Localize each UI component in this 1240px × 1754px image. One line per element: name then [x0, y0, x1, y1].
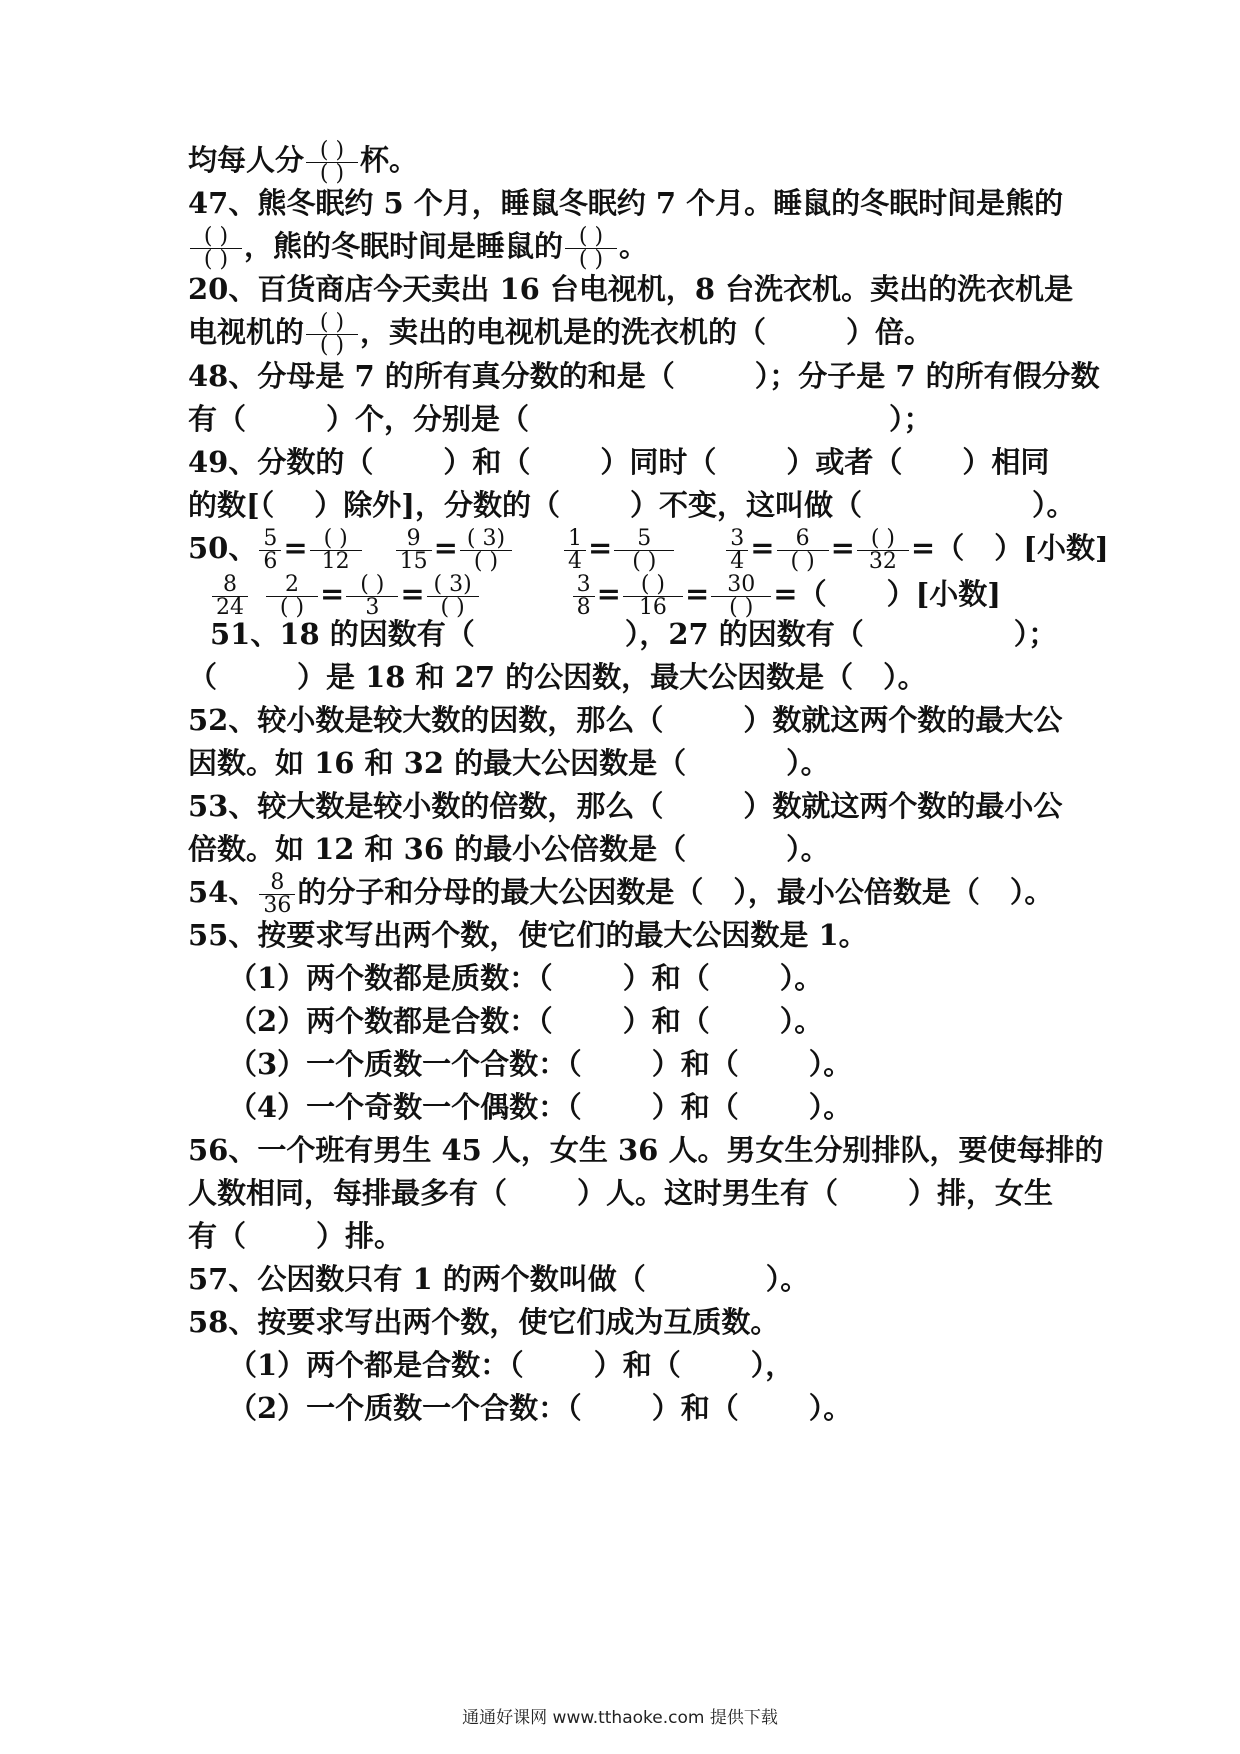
fraction-3-8: $\frac{3}{8}$ — [573, 574, 595, 619]
question-55-sub3: （3）一个质数一个合数：（ ）和（ ）。 — [228, 1047, 853, 1081]
fraction-8-36: $\frac{8}{36}$ — [259, 872, 295, 917]
question-50-line1: 50、 $\frac{5}{6}$ = $\frac{( )}{12}$ $\frac{9}{15}$ = $\frac{( 3)}{( )}$ $\frac{1}{4}$ = $\frac{5}{( )}$ $\frac{3}{4}$ = $\frac{6}{( )}$ = $\frac{( )}{32}$ =（ ）[小数] — [188, 525, 1109, 574]
fraction-blank-12: $\frac{( )}{12}$ — [310, 528, 362, 573]
fraction-blank-3: $\frac{( )}{3}$ — [346, 574, 398, 619]
question-55-sub1: （1）两个数都是质数：（ ）和（ ）。 — [228, 961, 824, 995]
question-52-line1: 52、较小数是较大数的因数，那么（ ）数就这两个数的最大公 — [188, 703, 1063, 737]
fraction-9-15: $\frac{9}{15}$ — [396, 528, 432, 573]
blank-fraction: $\frac{( )}{( )}$ — [565, 226, 617, 271]
question-50-line2: $\frac{8}{24}$ $\frac{2}{( )}$ = $\frac{( )}{3}$ = $\frac{( 3)}{( )}$ $\frac{3}{8}$ = $\frac{( )}{16}$ = $\frac{30}{( )}$ =（ ）[小数] — [210, 570, 1090, 618]
blank-fraction: $\frac{( )}{( )}$ — [306, 312, 358, 357]
question-53-line2: 倍数。如 12 和 36 的最小公倍数是（ ）。 — [188, 832, 830, 866]
fraction-1-4: $\frac{1}{4}$ — [564, 528, 586, 573]
fraction-3-4: $\frac{3}{4}$ — [726, 528, 748, 573]
fraction-2-blank: $\frac{2}{( )}$ — [266, 574, 318, 619]
question-47-line1: 47、熊冬眠约 5 个月，睡鼠冬眠约 7 个月。睡鼠的冬眠时间是熊的 — [188, 186, 1064, 220]
question-53-line1: 53、较大数是较小数的倍数，那么（ ）数就这两个数的最小公 — [188, 789, 1063, 823]
question-49-line1: 49、分数的（ ）和（ ）同时（ ）或者（ ）相同 — [188, 445, 1050, 479]
fraction-5-blank: $\frac{5}{( )}$ — [614, 528, 674, 573]
question-47-line2: $\frac{( )}{( )}$ ，熊的冬眠时间是睡鼠的 $\frac{( )}{( )}$ 。 — [188, 222, 1068, 270]
question-55-sub2: （2）两个数都是合数：（ ）和（ ）。 — [228, 1004, 824, 1038]
question-54: 54、 $\frac{8}{36}$ 的分子和分母的最大公因数是（ ），最小公倍数是（ ）。 — [188, 869, 1054, 918]
fraction-30-blank: $\frac{30}{( )}$ — [711, 574, 771, 619]
question-57: 57、公因数只有 1 的两个数叫做（ ）。 — [188, 1262, 810, 1296]
question-56-line1: 56、一个班有男生 45 人，女生 36 人。男女生分别排队，要使每排的 — [188, 1133, 1104, 1167]
fraction-blank-16: $\frac{( )}{16}$ — [623, 574, 683, 619]
question-49-line2: 的数[（ ）除外]，分数的（ ）不变，这叫做（ ）。 — [188, 488, 1076, 522]
question-58: 58、按要求写出两个数，使它们成为互质数。 — [188, 1305, 780, 1339]
question-55-sub4: （4）一个奇数一个偶数：（ ）和（ ）。 — [228, 1090, 853, 1124]
question-52-line2: 因数。如 16 和 32 的最大公因数是（ ）。 — [188, 746, 830, 780]
fraction-8-24: $\frac{8}{24}$ — [212, 574, 248, 619]
fraction-6-blank: $\frac{6}{( )}$ — [777, 528, 829, 573]
question-56-line3: 有（ ）排。 — [188, 1219, 404, 1253]
line-continuation: 均每人分 $\frac{( )}{( )}$ 杯。 — [188, 137, 419, 186]
question-51-line1: 51、18 的因数有（ ），27 的因数有（ ）； — [210, 617, 1058, 651]
question-48-line1: 48、分母是 7 的所有真分数的和是（ ）；分子是 7 的所有假分数 — [188, 359, 1100, 393]
fraction-blank-32: $\frac{( )}{32}$ — [857, 528, 909, 573]
question-58-sub1: （1）两个都是合数：（ ）和（ ）， — [228, 1348, 795, 1382]
question-20-line1: 20、百货商店今天卖出 16 台电视机，8 台洗衣机。卖出的洗衣机是 — [188, 272, 1074, 306]
question-20-line2: 电视机的 $\frac{( )}{( )}$ ，卖出的电视机是的洗衣机的（ ）倍。 — [188, 309, 934, 358]
question-58-sub2: （2）一个质数一个合数：（ ）和（ ）。 — [228, 1391, 853, 1425]
question-56-line2: 人数相同，每排最多有（ ）人。这时男生有（ ）排，女生 — [188, 1176, 1054, 1210]
page-footer: 通通好课网 www.tthaoke.com 提供下载 — [462, 1708, 778, 1728]
fraction-5-6: $\frac{5}{6}$ — [259, 528, 281, 573]
blank-fraction: $\frac{( )}{( )}$ — [190, 226, 242, 271]
fraction-blank-blank: $\frac{( 3)}{( )}$ — [460, 528, 512, 573]
question-48-line2: 有（ ）个，分别是（ ）； — [188, 402, 933, 436]
question-55: 55、按要求写出两个数，使它们的最大公因数是 1。 — [188, 918, 868, 952]
fraction-3-blank: $\frac{( 3)}{( )}$ — [427, 574, 479, 619]
blank-fraction: $\frac{( )}{( )}$ — [306, 140, 358, 185]
question-51-line2: （ ）是 18 和 27 的公因数，最大公因数是（ ）。 — [188, 660, 927, 694]
